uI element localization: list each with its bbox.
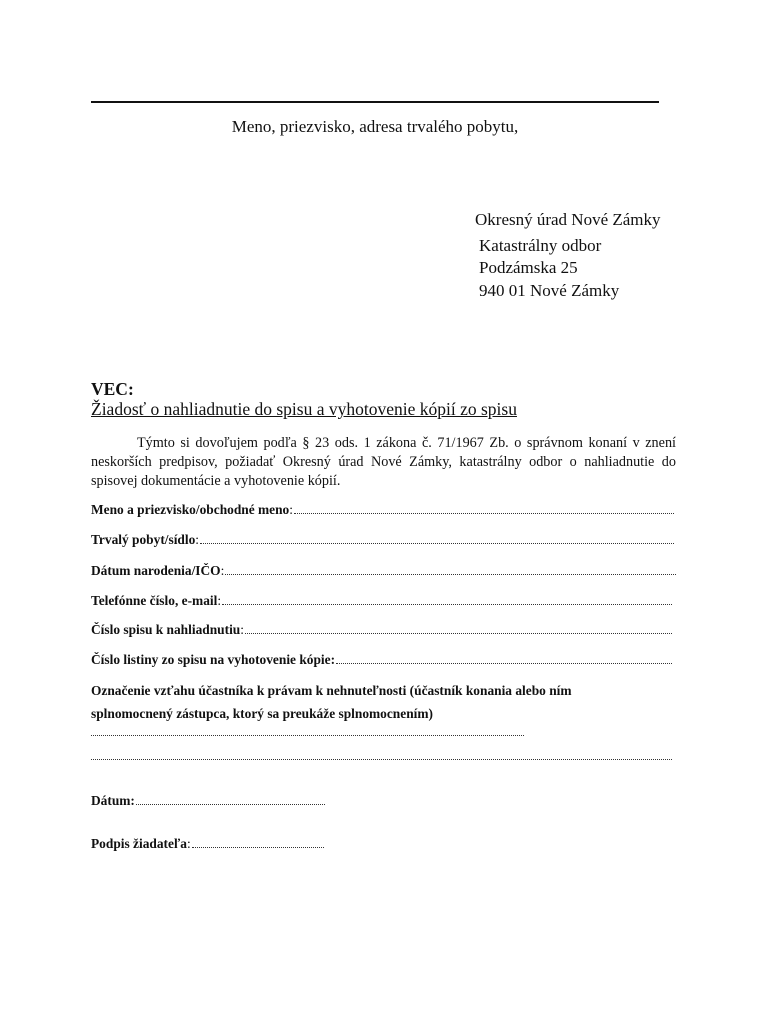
field-relation-fill-line-1[interactable]: [91, 735, 524, 736]
subject-text: Žiadosť o nahliadnutie do spisu a vyhotovenie kópií zo spisu: [91, 399, 517, 419]
field-name[interactable]: Meno a priezvisko/obchodné meno :: [91, 500, 674, 518]
field-file-number-label: Číslo spisu k nahliadnutiu: [91, 622, 241, 637]
field-document-number-fill-line[interactable]: [336, 663, 672, 664]
field-birth-date-label: Dátum narodenia/IČO: [91, 563, 221, 578]
subject-title: VEC:: [91, 379, 134, 399]
field-name-fill-line[interactable]: [294, 513, 674, 514]
field-residence[interactable]: Trvalý pobyt/sídlo :: [91, 530, 674, 548]
sender-line: Meno, priezvisko, adresa trvalého pobytu,: [231, 117, 519, 136]
field-phone-email-label: Telefónne číslo, e-mail: [91, 593, 218, 608]
field-phone-email[interactable]: Telefónne číslo, e-mail :: [91, 591, 672, 609]
field-date[interactable]: [91, 791, 325, 809]
recipient-department: Katastrálny odbor: [479, 236, 602, 255]
field-date-fill-line[interactable]: [136, 804, 325, 805]
sender-signature-line: [91, 101, 659, 103]
field-residence-label: Trvalý pobyt/sídlo: [91, 532, 196, 547]
recipient-city: 940 01 Nové Zámky: [479, 281, 620, 300]
recipient-street: Podzámska 25: [479, 258, 578, 277]
recipient-office: Okresný úrad Nové Zámky: [475, 210, 661, 229]
intro-paragraph: Týmto si dovoľujem podľa § 23 ods. 1 zákona č. 71/1967 Zb. o správnom konaní v znení neskorších predpisov, požiadať Okresný úrad Nové Zámky, katastrálny odbor o nahliadnutie do spisovej dokumentácie a vyhotovenie kópií.: [91, 435, 676, 489]
field-name-label: Meno a priezvisko/obchodné meno: [91, 502, 290, 517]
field-phone-email-fill-line[interactable]: [222, 604, 672, 605]
field-file-number-fill-line[interactable]: [245, 633, 672, 634]
field-date-label: Dátum:: [91, 793, 135, 808]
field-birth-date[interactable]: Dátum narodenia/IČO :: [91, 561, 676, 579]
field-document-number-label: Číslo listiny zo spisu na vyhotovenie kópie:: [91, 652, 336, 667]
field-birth-date-fill-line[interactable]: [225, 574, 676, 575]
field-file-number[interactable]: Číslo spisu k nahliadnutiu :: [91, 620, 672, 638]
field-signature[interactable]: Podpis žiadateľa :: [91, 834, 324, 852]
field-signature-fill-line[interactable]: [192, 847, 324, 848]
field-document-number[interactable]: [91, 650, 672, 668]
field-relation-label: Označenie vzťahu účastníka k právam k nehnuteľnosti (účastník konania alebo ním splnomocnený zástupca, ktorý sa preukáže splnomocnením): [91, 683, 572, 721]
field-residence-fill-line[interactable]: [200, 543, 674, 544]
field-signature-label: Podpis žiadateľa: [91, 836, 187, 851]
field-relation-fill-line-2[interactable]: [91, 759, 672, 760]
